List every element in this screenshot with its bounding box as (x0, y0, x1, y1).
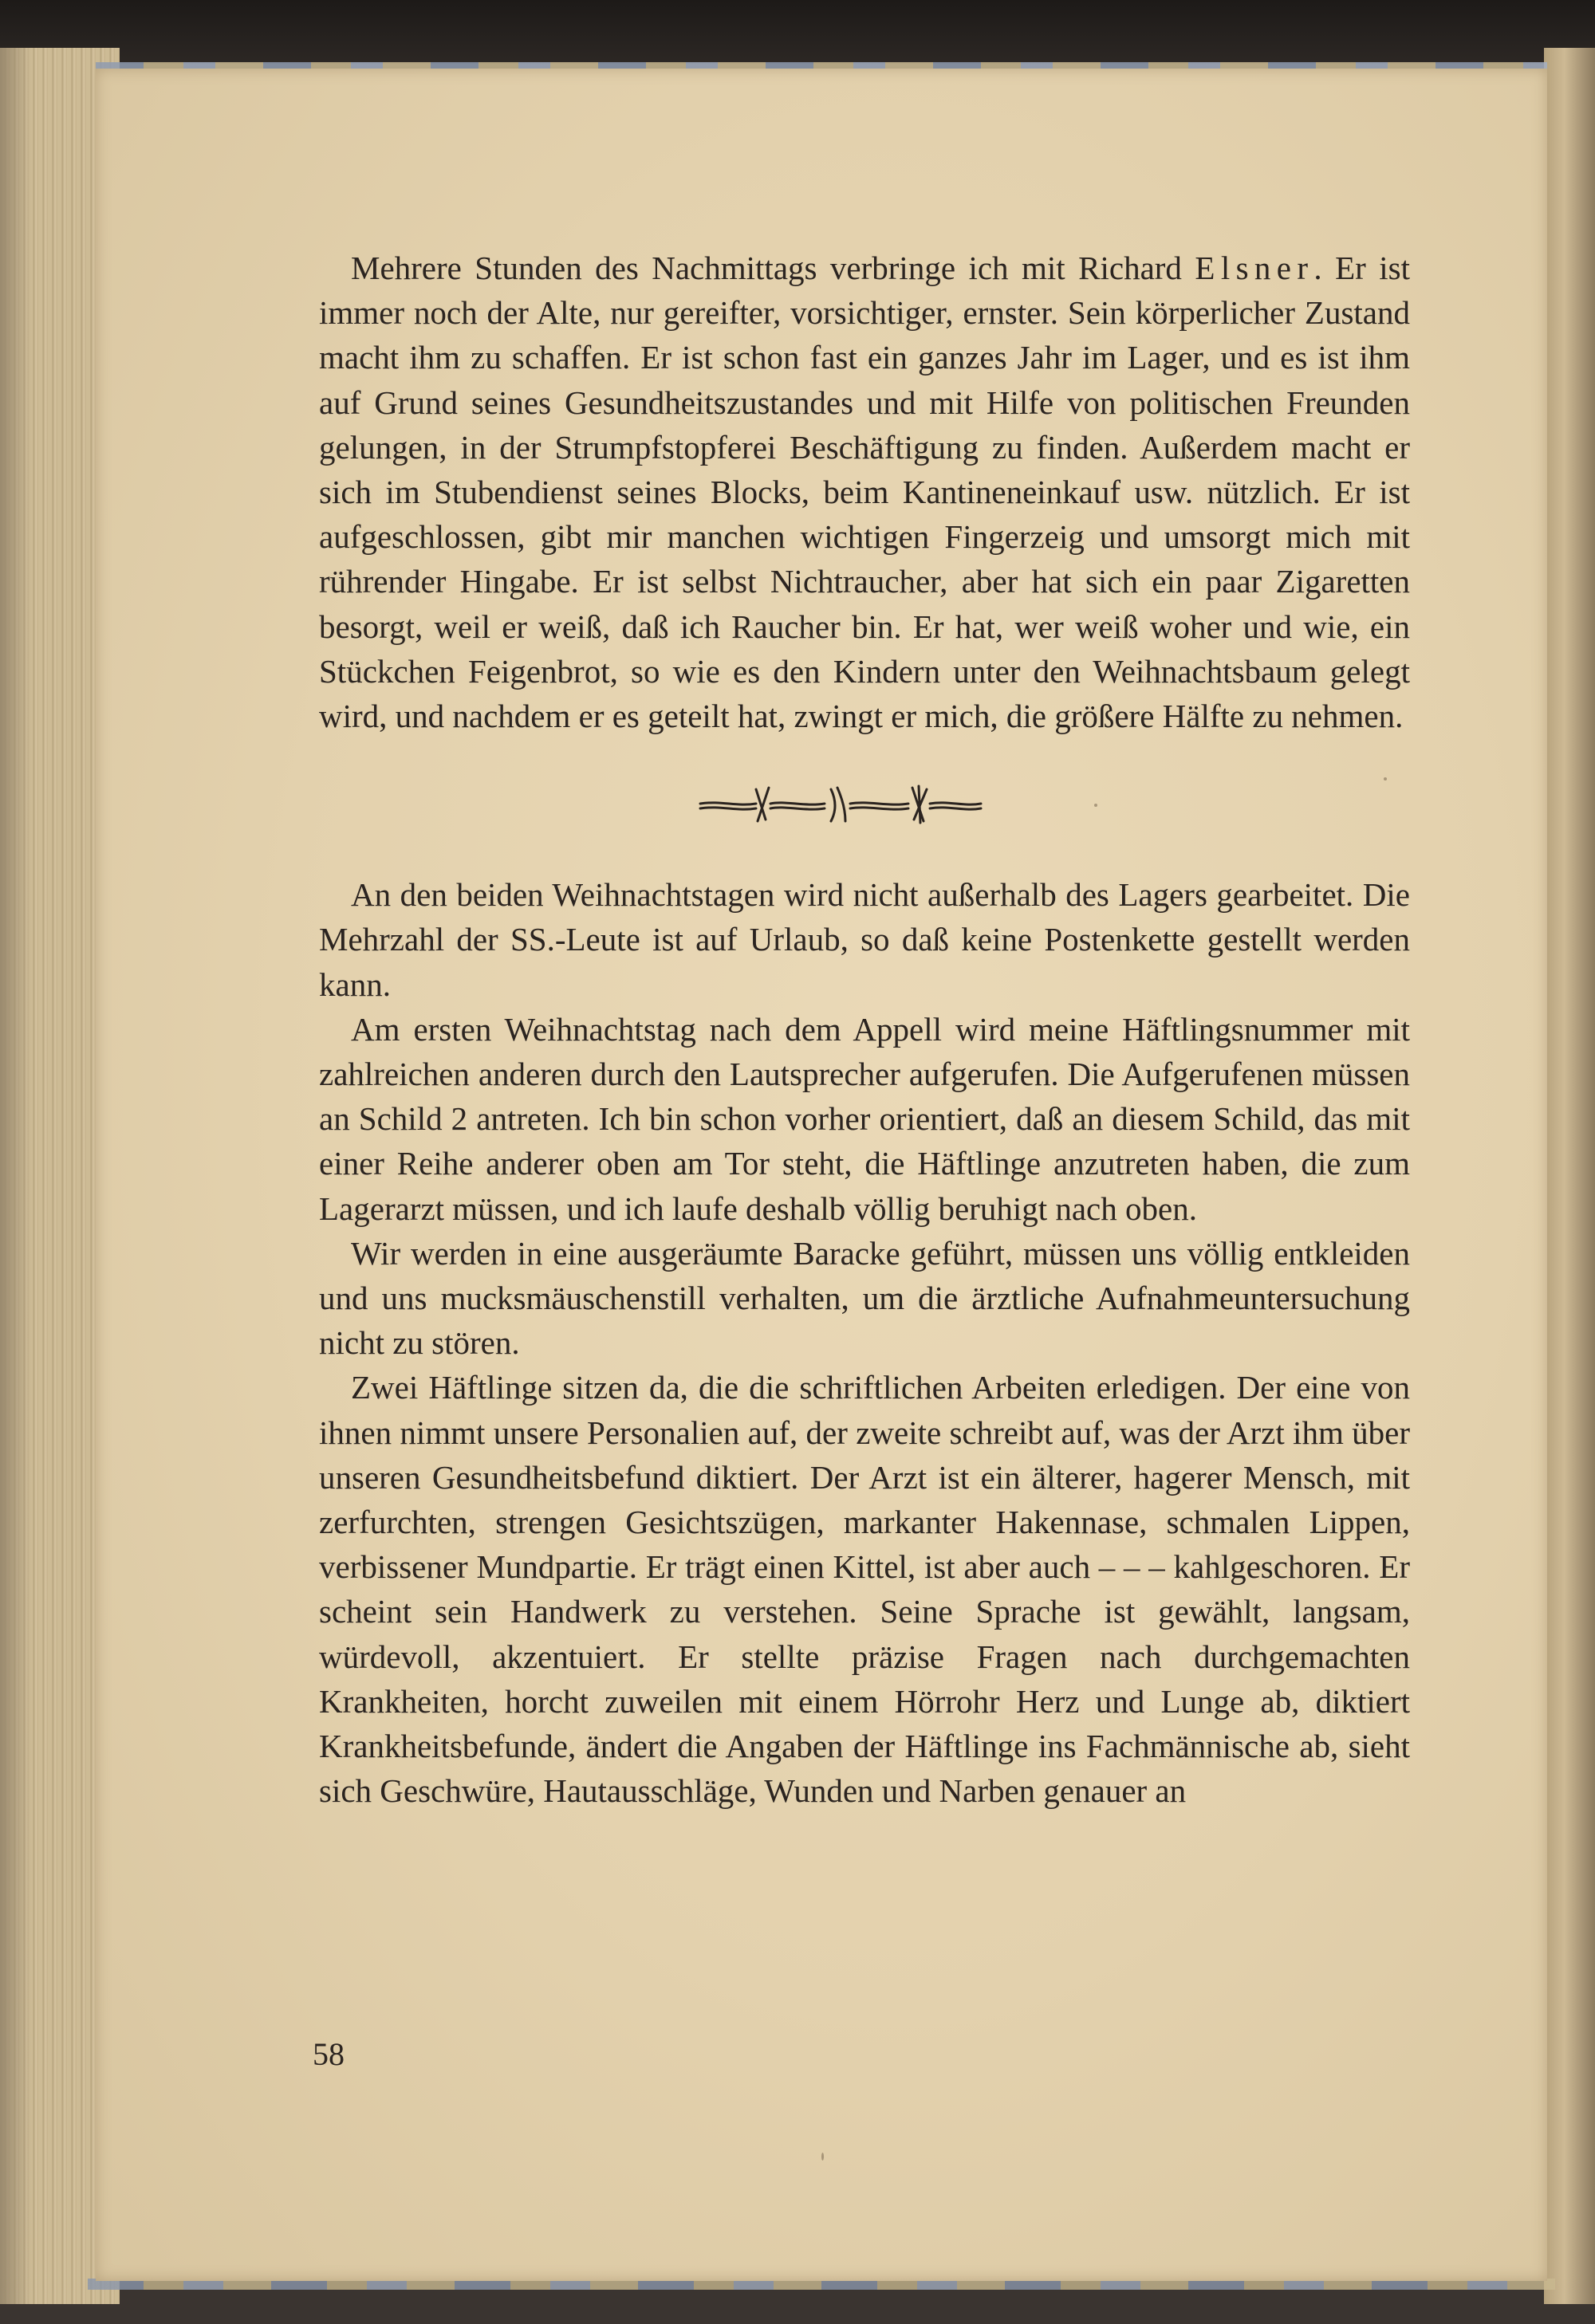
text-run: Mehrere Stunden des Nachmittags verbringe ich mit Richard (351, 250, 1195, 286)
paper-speck (1384, 777, 1387, 781)
page-edge-shadow (0, 48, 32, 2304)
body-text (319, 246, 1410, 1814)
text-run: . Er ist immer noch der Alte, nur gereifter, vorsichtiger, ernster. Sein körperlicher Zustand macht ihm zu schaffen. Er ist schon fast ein ganzes Jahr im Lager, und es ist ihm auf Grund seines Gesundheitszustandes und mit Hilfe von politischen Freunden gelungen, in der Strumpfstopferei Beschäftigung zu finden. Außerdem macht er sich im Stubendienst seines Blocks, beim Kantineneinkauf usw. nützlich. Er ist aufgeschlossen, gibt mir manchen wichtigen Fingerzeig und umsorgt mich mit rührender Hingabe. Er ist selbst Nichtraucher, aber hat sich ein paar Zigaretten besorgt, weil er weiß, daß ich Raucher bin. Er hat, wer weiß woher und wie, ein Stückchen Feigenbrot, so wie es den Kindern unter den Weihnachtsbaum gelegt wird, und nachdem er es geteilt hat, zwingt er mich, die größere Hälfte zu nehmen. (319, 250, 1411, 735)
scan-top-border (0, 0, 1595, 64)
paper-speck (821, 2153, 824, 2161)
page-number: 58 (313, 2036, 345, 2072)
paragraph: Am ersten Weihnachtstag nach dem Appell wird meine Häftlingsnummer mit zahlreichen anderen durch den Lautsprecher aufgerufen. Die Aufgerufenen müssen an Schild 2 antreten. Ich bin schon vorher orientiert, daß an diesem Schild, das mit einer Reihe anderer oben am Tor steht, die Häftlinge anzutreten haben, die zum Lagerarzt müssen, und ich laufe deshalb völlig beruhigt nach oben. (319, 1010, 1410, 1227)
paragraph: An den beiden Weihnachtstagen wird nicht außerhalb des Lagers gearbeitet. Die Mehrzahl der SS.-Leute ist auf Urlaub, so daß keine Postenkette gestellt werden kann. (319, 876, 1410, 1003)
paper-speck (1094, 804, 1097, 807)
paragraph: Zwei Häftlinge sitzen da, die die schriftlichen Arbeiten erledigen. Der eine von ihnen nimmt unsere Personalien auf, der zweite schreibt auf, was der Arzt ihm über unseren Gesundheitsbefund diktiert. Der Arzt ist ein älterer, hagerer Mensch, mit zerfurchten, strengen Gesichtszügen, markanter Hakennase, schmalen Lippen, verbissener Mundpartie. Er trägt einen Kittel, ist aber auch – – – kahlgeschoren. Er scheint sein Handwerk zu verstehen. Seine Sprache ist gewählt, langsam, würdevoll, akzentuiert. Er stellte präzise Fragen nach durchgemachten Krankheiten, horcht zuweilen mit einem Hörrohr Herz und Lunge ab, diktiert Krankheitsbefunde, ändert die Angaben der Häftlinge ins Fachmännische ab, sieht sich Geschwüre, Hautausschläge, Wunden und Narben genauer an (319, 1369, 1410, 1810)
book-binding-edge (1544, 48, 1595, 2304)
person-name: Elsner (1195, 250, 1314, 286)
barbed-wire-ornament-icon (697, 780, 984, 828)
paragraph-elsner (319, 246, 1410, 738)
paragraph: Wir werden in eine ausgeräumte Baracke geführt, müssen uns völlig entkleiden und uns mucksmäuschenstill verhalten, um die ärztliche Aufnahmeuntersuchung nicht zu stören. (319, 1234, 1410, 1362)
